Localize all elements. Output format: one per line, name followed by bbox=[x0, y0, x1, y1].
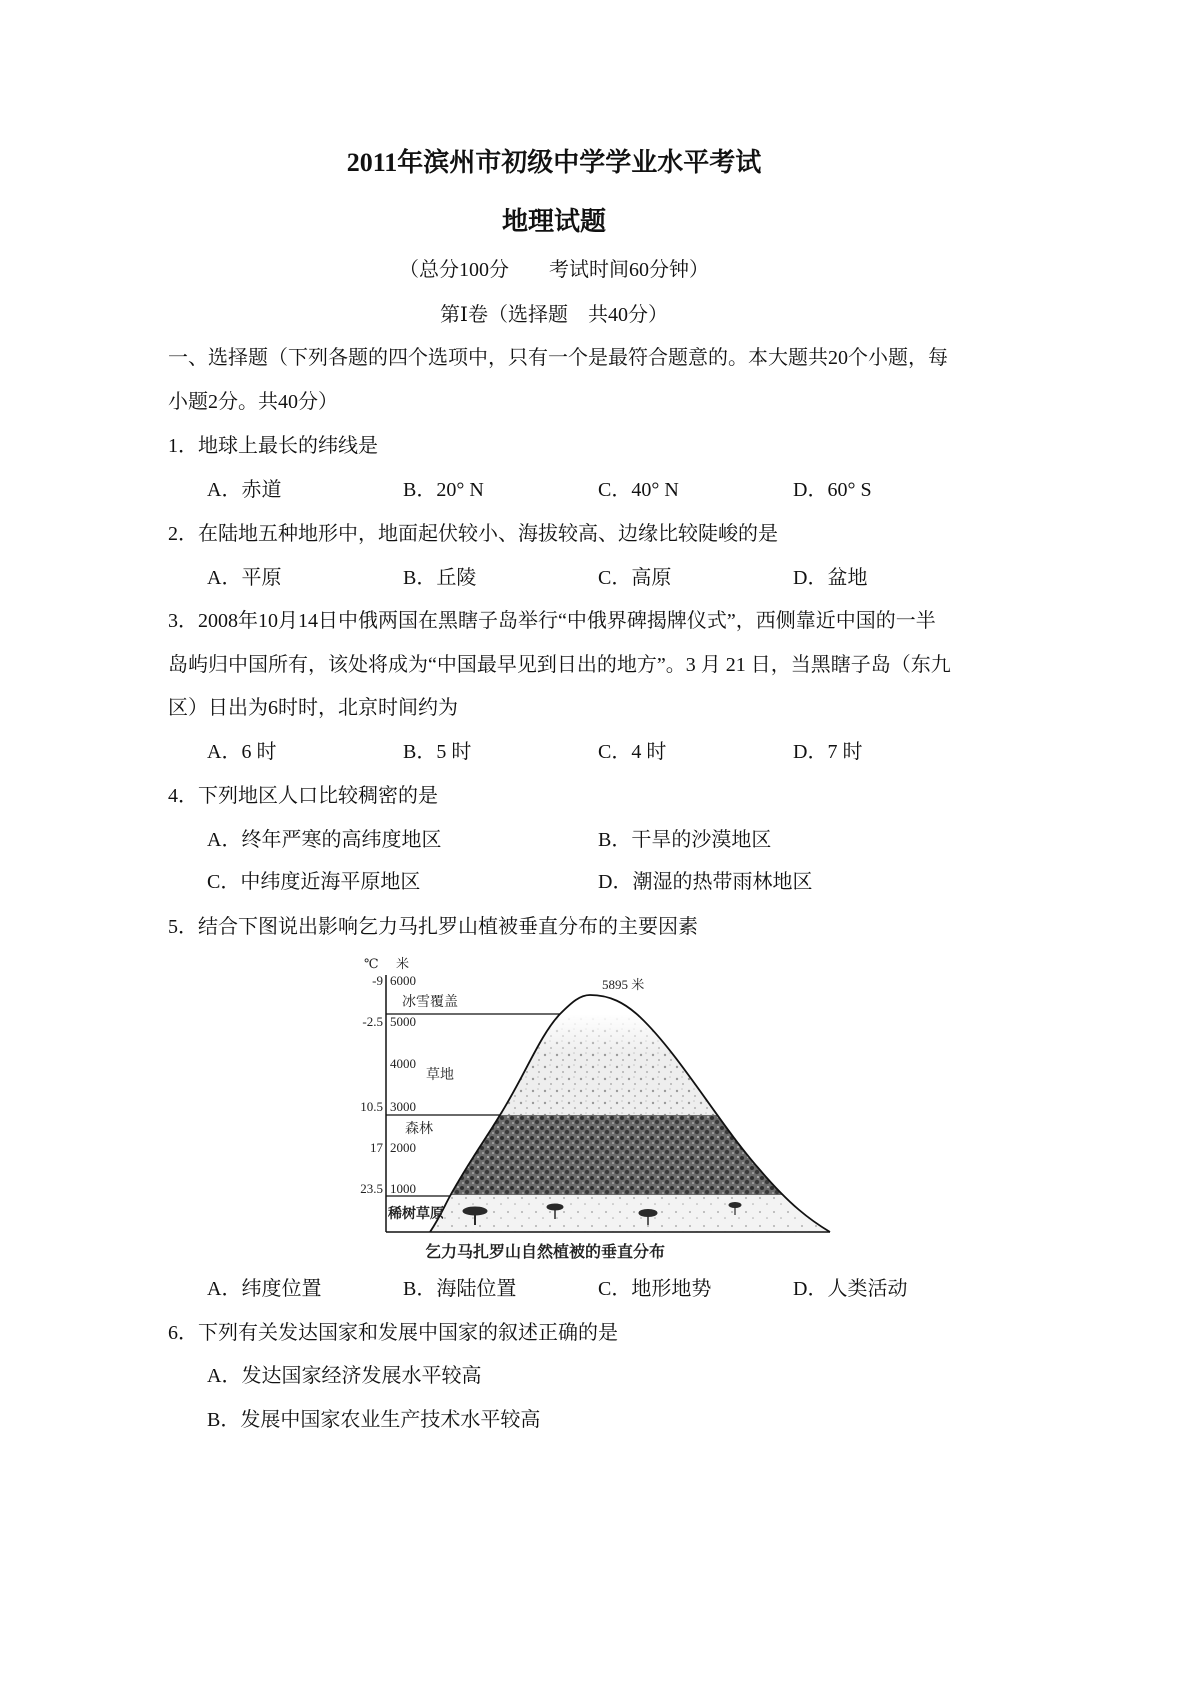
question-6-stem: 6．下列有关发达国家和发展中国家的叙述正确的是 bbox=[168, 1322, 618, 1344]
height-tick: 1000 bbox=[390, 1181, 416, 1196]
height-tick: 6000 bbox=[390, 973, 416, 988]
question-5-option-d: D．人类活动 bbox=[793, 1278, 908, 1300]
question-5-option-c: C．地形地势 bbox=[598, 1278, 712, 1300]
section-instruction-line: 小题2分。共40分） bbox=[168, 391, 338, 413]
question-3-option-a: A．6 时 bbox=[207, 741, 277, 763]
peak-label: 5895 米 bbox=[602, 977, 645, 992]
exam-title: 2011年滨州市初级中学学业水平考试 bbox=[346, 148, 762, 177]
question-2-option-b: B．丘陵 bbox=[403, 567, 477, 589]
height-tick: 2000 bbox=[390, 1140, 416, 1155]
question-6-option-b: B．发展中国家农业生产技术水平较高 bbox=[207, 1409, 541, 1431]
temp-tick: -2.5 bbox=[362, 1014, 383, 1029]
question-4-option-b: B．干旱的沙漠地区 bbox=[598, 829, 772, 851]
temp-tick: 10.5 bbox=[360, 1099, 383, 1114]
question-3-option-d: D．7 时 bbox=[793, 741, 863, 763]
part-heading: 第Ⅰ卷（选择题 共40分） bbox=[440, 304, 668, 326]
question-3-option-c: C．4 时 bbox=[598, 741, 667, 763]
question-2-option-d: D．盆地 bbox=[793, 567, 868, 589]
subject-title: 地理试题 bbox=[501, 207, 606, 236]
height-tick: 3000 bbox=[390, 1099, 416, 1114]
question-1-option-c: C．40° N bbox=[598, 479, 679, 501]
temp-tick: -9 bbox=[372, 973, 383, 988]
zone-label-forest: 森林 bbox=[405, 1122, 433, 1137]
question-3-stem-line: 岛屿归中国所有，该处将成为“中国最早见到日出的地方”。3 月 21 日，当黑瞎子岛（东九 bbox=[168, 654, 951, 676]
zone-label-grass: 草地 bbox=[426, 1068, 454, 1083]
question-3-option-b: B．5 时 bbox=[403, 741, 472, 763]
height-tick: 5000 bbox=[390, 1014, 416, 1029]
kilimanjaro-vegetation-figure bbox=[350, 955, 840, 1265]
question-5-option-a: A．纬度位置 bbox=[207, 1278, 322, 1300]
question-5-stem: 5．结合下图说出影响乞力马扎罗山植被垂直分布的主要因素 bbox=[168, 916, 698, 938]
question-1-option-b: B．20° N bbox=[403, 479, 484, 501]
zone-label-savanna: 稀树草原 bbox=[388, 1207, 444, 1222]
temp-tick: 23.5 bbox=[360, 1181, 383, 1196]
question-2-option-c: C．高原 bbox=[598, 567, 672, 589]
question-4-option-a: A．终年严寒的高纬度地区 bbox=[207, 829, 442, 851]
question-3-stem-line: 3．2008年10月14日中俄两国在黑瞎子岛举行“中俄界碑揭牌仪式”，西侧靠近中国的一半 bbox=[168, 610, 936, 632]
height-tick: 4000 bbox=[390, 1056, 416, 1071]
question-3-stem-line: 区）日出为6时时，北京时间约为 bbox=[168, 697, 458, 719]
section-instruction-line: 一、选择题（下列各题的四个选项中，只有一个是最符合题意的。本大题共20个小题，每 bbox=[168, 347, 948, 369]
question-2-option-a: A．平原 bbox=[207, 567, 282, 589]
question-6-option-a: A．发达国家经济发展水平较高 bbox=[207, 1365, 482, 1387]
question-1-stem: 1．地球上最长的纬线是 bbox=[168, 435, 378, 457]
figure-caption: 乞力马扎罗山自然植被的垂直分布 bbox=[424, 1244, 666, 1261]
question-2-stem: 2．在陆地五种地形中，地面起伏较小、海拔较高、边缘比较陡峻的是 bbox=[168, 523, 778, 545]
temperature-unit: ℃ bbox=[364, 956, 379, 971]
question-4-stem: 4．下列地区人口比较稠密的是 bbox=[168, 785, 438, 807]
question-4-option-c: C．中纬度近海平原地区 bbox=[207, 871, 421, 893]
exam-info: （总分100分 考试时间60分钟） bbox=[399, 259, 709, 281]
zone-label-ice: 冰雪覆盖 bbox=[402, 995, 458, 1010]
question-5-option-b: B．海陆位置 bbox=[403, 1278, 517, 1300]
question-1-option-a: A．赤道 bbox=[207, 479, 282, 501]
height-unit: 米 bbox=[396, 956, 410, 971]
question-4-option-d: D．潮湿的热带雨林地区 bbox=[598, 871, 813, 893]
grass-zone-fade bbox=[350, 1014, 840, 1054]
question-1-option-d: D．60° S bbox=[793, 479, 872, 501]
temp-tick: 17 bbox=[370, 1140, 383, 1155]
